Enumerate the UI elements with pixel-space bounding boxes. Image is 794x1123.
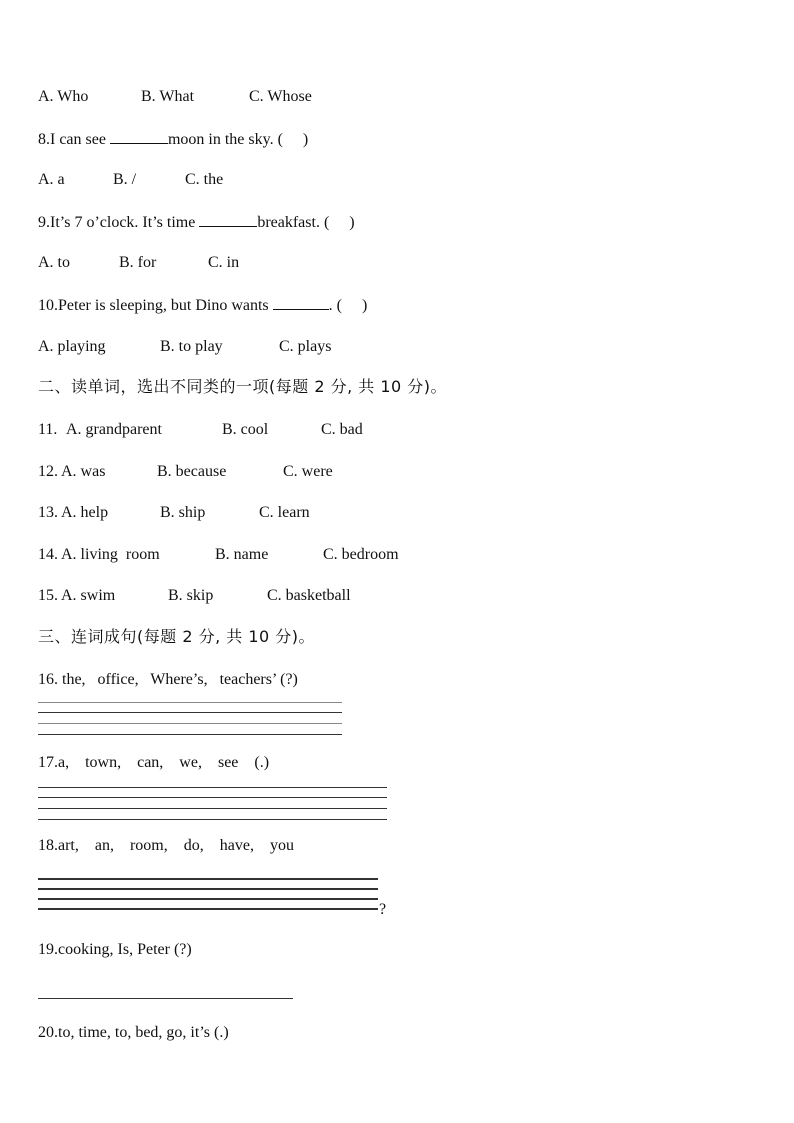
question-16: 16. the, office, Where’s, teachers’ (?)	[38, 671, 298, 688]
q9-option-a: A. to	[38, 254, 70, 271]
q9-text-end: breakfast. ( )	[257, 214, 355, 231]
q7-option-b: B. What	[141, 88, 195, 105]
question-19: 19.cooking, Is, Peter (?)	[38, 941, 192, 958]
q16-writing-line	[38, 702, 342, 703]
q10-option-b: B. to play	[160, 338, 223, 355]
q12-number: 12.	[38, 463, 58, 480]
question-10	[38, 295, 367, 316]
q15-option-b: B. skip	[168, 587, 214, 604]
q19-answer-line[interactable]	[38, 998, 293, 999]
q13-option-a: A. help	[61, 504, 109, 521]
q17-writing-line	[38, 808, 387, 809]
q17-writing-line	[38, 797, 387, 798]
q12-option-c: C. were	[283, 463, 333, 480]
question-17: 17.a, town, can, we, see (.)	[38, 754, 270, 771]
question-18: 18.art, an, room, do, have, you	[38, 837, 294, 854]
q9-text-start: 9.It’s 7 o’clock. It’s time	[38, 214, 200, 231]
question-8	[38, 129, 308, 150]
q11-number: 11.	[38, 421, 62, 438]
q14-option-c: C. bedroom	[323, 546, 399, 563]
q9-option-b: B. for	[119, 254, 157, 271]
q7-option-a: A. Who	[38, 88, 89, 105]
q14-option-a: A. living room	[61, 546, 160, 563]
q9-blank[interactable]	[199, 212, 257, 227]
question-9	[38, 212, 355, 233]
question-20: 20.to, time, to, bed, go, it’s (.)	[38, 1024, 229, 1041]
q10-blank[interactable]	[273, 295, 329, 310]
section-3-heading: 三、连词成句(每题 2 分, 共 10 分)。	[38, 627, 316, 646]
q9-option-c: C. in	[208, 254, 240, 271]
q14-number: 14.	[38, 546, 58, 563]
q14-option-b: B. name	[215, 546, 269, 563]
q8-blank[interactable]	[110, 129, 168, 144]
q13-number: 13.	[38, 504, 58, 521]
q18-writing-line	[38, 898, 378, 900]
q10-text-end: . ( )	[328, 297, 368, 314]
q13-option-b: B. ship	[160, 504, 206, 521]
q11-option-b: B. cool	[222, 421, 269, 438]
q10-text-start: 10.Peter is sleeping, but Dino wants	[38, 297, 273, 314]
q18-writing-line	[38, 878, 378, 880]
q13-option-c: C. learn	[259, 504, 310, 521]
q15-option-c: C. basketball	[267, 587, 351, 604]
section-2-heading: 二、读单词，选出不同类的一项(每题 2 分, 共 10 分)。	[38, 377, 448, 396]
q10-option-a: A. playing	[38, 338, 106, 355]
q12-option-a: A. was	[61, 463, 106, 480]
q8-text-start: 8.I can see	[38, 131, 110, 148]
q8-text-end: moon in the sky. ( )	[167, 131, 309, 148]
q11-option-c: C. bad	[321, 421, 363, 438]
q11-option-a: A. grandparent	[66, 421, 162, 438]
q16-writing-line	[38, 734, 342, 735]
q18-question-mark: ?	[379, 901, 387, 918]
q15-number: 15.	[38, 587, 58, 604]
q18-writing-line	[38, 888, 378, 890]
q8-option-b: B. /	[113, 171, 137, 188]
q18-writing-line	[38, 908, 378, 910]
q12-option-b: B. because	[157, 463, 227, 480]
q16-writing-line	[38, 712, 342, 713]
q15-option-a: A. swim	[61, 587, 116, 604]
q10-option-c: C. plays	[279, 338, 332, 355]
q16-writing-line	[38, 723, 342, 724]
q8-option-a: A. a	[38, 171, 65, 188]
q17-writing-line	[38, 819, 387, 820]
q7-option-c: C. Whose	[249, 88, 312, 105]
q17-writing-line	[38, 787, 387, 788]
q8-option-c: C. the	[185, 171, 224, 188]
